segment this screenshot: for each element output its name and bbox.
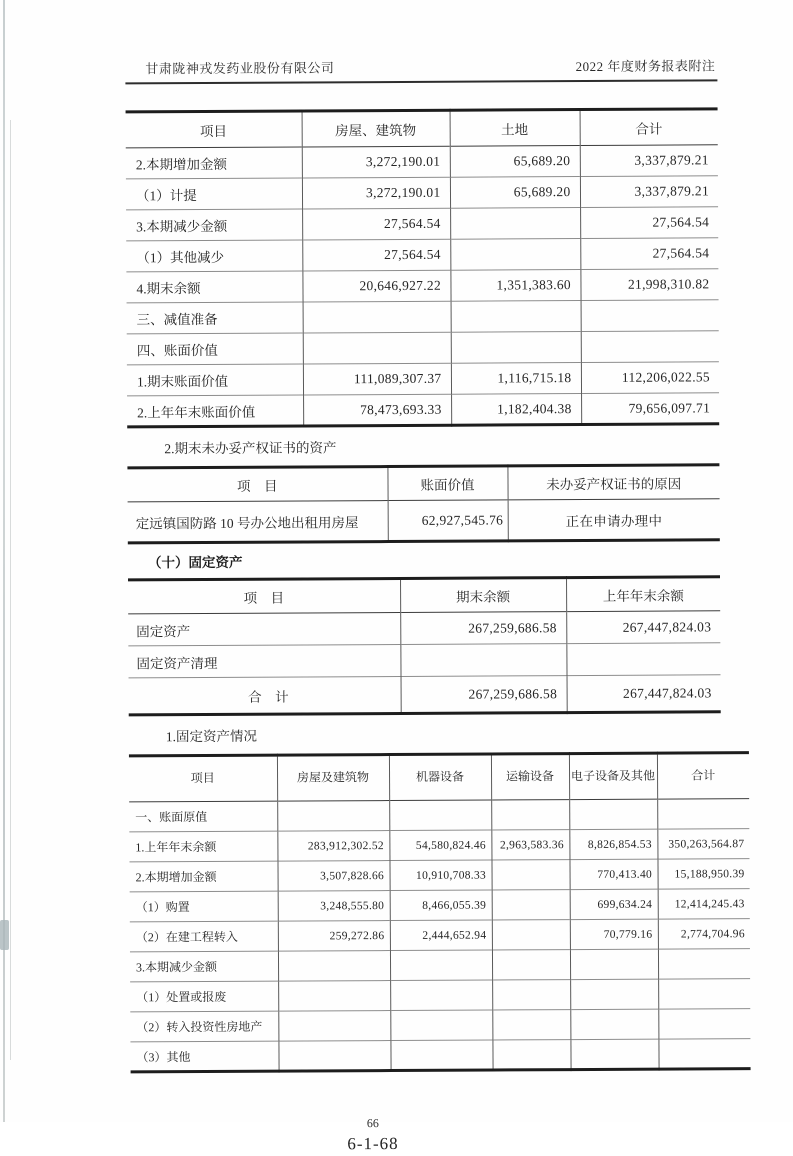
row-label-cell: 2.本期增加金额 [129,861,277,892]
value-cell: 21,998,310.82 [627,276,710,292]
row-label-cell: 3.本期减少金额 [126,209,302,241]
value-cell [570,979,658,1009]
value-cell [491,860,569,890]
table-row [130,1009,750,1042]
table-row [126,269,718,303]
value-cell: 111,089,307.37 [303,363,451,395]
value-cell: 267,259,686.58 [400,612,566,645]
value-cell: 27,564.54 [302,208,450,240]
row-label-cell: 2.本期增加金额 [126,147,302,179]
column-header: 电子设备及其他 [569,753,657,799]
row-label-cell: 三、减值准备 [127,302,303,334]
value-cell [658,979,750,1009]
row-label-cell: （1）计提 [126,178,302,210]
value-cell: 20,646,927.22 [302,270,450,302]
value-cell: 65,689.20 [450,177,580,209]
value-cell: 54,580,824.46 [389,830,491,861]
value-cell [303,301,451,333]
unregistered-property-table [127,463,719,544]
row-label-cell: （1）购置 [130,891,278,922]
value-cell: 79,656,097.71 [628,399,711,416]
row-label-cell: 一、账面原值 [129,801,277,832]
column-header: 项目 [129,755,277,802]
column-header: 合计 [635,121,663,137]
value-cell: 2,963,583.36 [491,830,569,860]
value-cell: 3,248,555.80 [278,891,390,922]
value-cell: 267,447,824.03 [622,618,712,635]
document-footer [3,1114,743,1156]
value-cell: 70,779.16 [570,919,658,949]
value-cell: 27,564.54 [302,239,450,271]
table-row [130,1039,750,1072]
value-cell: 699,634.24 [570,889,658,919]
value-cell: 15,188,950.39 [674,867,745,881]
value-cell [390,1040,492,1071]
value-cell [491,800,569,830]
value-cell: 1,182,404.38 [451,394,581,426]
value-cell: 2,774,704.96 [680,927,745,941]
column-header: 项 目 [128,578,400,613]
table-row [126,238,718,272]
table-row [129,799,749,832]
column-header: 土地 [450,110,580,147]
report-title: 2022 年度财务报表附注 [575,58,716,75]
value-cell [492,1010,570,1040]
column-header: 运输设备 [491,754,569,800]
value-cell [492,890,570,920]
value-cell [389,800,491,831]
value-cell [566,643,720,676]
table-row [127,362,719,396]
value-cell: 350,263,564.87 [668,837,745,851]
row-label-cell: （1）其他减少 [126,240,302,272]
value-cell: 10,910,708.33 [389,860,491,891]
column-header: 房屋、建筑物 [302,110,450,147]
table-row [128,611,720,646]
table-row [127,331,719,365]
fixed-assets-detail-table [129,751,751,1073]
value-cell: 3,337,879.21 [634,183,710,199]
table-row [130,889,750,922]
table-header-row [126,109,718,148]
value-cell: 3,272,190.01 [302,177,450,209]
table-row [130,979,750,1012]
value-cell: 259,272.86 [278,921,390,952]
document-code: 6-1-68 [347,1133,399,1154]
value-cell: 62,927,545.76 [388,500,508,542]
row-label-cell: 定远镇国防路 10 号办公地出租用房屋 [128,501,388,543]
row-label-cell: （2）转入投资性房地产 [130,1011,278,1042]
value-cell: 283,912,302.52 [277,831,389,862]
value-cell: 3,272,190.01 [302,146,450,178]
table-header-row [127,465,719,502]
value-cell: 27,564.54 [652,214,710,230]
table-row [126,145,718,179]
intangible-assets-amortization-table [126,107,720,428]
row-label-cell: 固定资产 [128,612,400,645]
value-cell [492,920,570,950]
value-cell [492,1040,570,1070]
column-header: 账面价值 [387,466,507,501]
value-cell [492,980,570,1010]
row-label-cell: （2）在建工程转入 [130,921,278,952]
row-label-cell: 1.期末账面价值 [127,364,303,396]
note-title-fixed-assets-detail: 1.固定资产情况 [165,728,257,745]
value-cell [278,1041,390,1072]
row-label-cell: （3）其他 [130,1041,278,1072]
company-name: 甘肃陇神戎发药业股份有限公司 [145,60,335,77]
column-header: 上年年末余额 [602,588,684,604]
table-row [130,949,750,982]
value-cell: 正在申请办理中 [565,513,663,529]
table-header-row [129,753,749,802]
value-cell [581,300,719,332]
row-label-cell: 3.本期减少金额 [130,951,278,982]
table-row [129,829,749,862]
table-row [128,499,720,543]
value-cell: 78,473,693.33 [303,394,451,426]
value-cell [658,1009,750,1039]
column-header: 机器设备 [389,754,491,801]
value-cell [278,951,390,982]
value-cell [658,1039,750,1069]
value-cell [400,644,566,677]
table-row [127,393,719,427]
row-label-cell: 四、账面价值 [127,333,303,365]
value-cell: 112,206,022.55 [621,369,710,385]
page-number: 66 [366,1116,379,1131]
table-header-row [128,577,720,614]
value-cell [390,980,492,1011]
row-label-cell: 2.上年年末账面价值 [127,395,303,427]
row-label-cell: 1.上年年末余额 [129,831,277,862]
value-cell [570,1039,658,1069]
document-header [125,55,717,84]
note-title-unregistered-assets: 2.期末未办妥产权证书的资产 [164,440,337,457]
value-cell: 3,337,879.21 [634,152,709,168]
section-title-fixed-assets: （十）固定资产 [147,554,243,571]
value-cell [450,239,580,271]
table-row [127,300,719,334]
value-cell [303,332,451,364]
value-cell [657,799,749,829]
value-cell [278,981,390,1012]
table-row [128,643,720,678]
value-cell [569,799,657,829]
column-header: 合计 [691,768,716,783]
value-cell: 12,414,245.43 [674,897,745,911]
table-row [129,675,721,715]
column-header: 房屋及建筑物 [277,755,389,802]
table-row [126,207,718,241]
value-cell [658,949,750,979]
value-cell [278,1011,390,1042]
table-row [126,176,718,210]
value-cell [492,950,570,980]
value-cell [277,801,389,832]
table-row [129,859,749,892]
row-label-cell: 固定资产清理 [128,644,400,677]
value-cell: 2,444,652.94 [390,920,492,951]
value-cell: 267,259,686.58 [401,676,567,714]
value-cell [581,331,719,363]
value-cell: 3,507,828.66 [277,861,389,892]
value-cell [570,949,658,979]
fixed-assets-summary-table [128,575,721,716]
column-header: 期末余额 [400,578,566,613]
value-cell: 8,466,055.39 [390,890,492,921]
table-row [130,919,750,952]
column-header: 项目 [126,111,302,148]
row-label-cell: 合 计 [129,676,401,714]
value-cell: 8,826,854.53 [569,829,657,859]
column-header: 项 目 [127,467,387,502]
value-cell [450,208,580,240]
value-cell: 1,116,715.18 [451,363,581,395]
value-cell [390,950,492,981]
value-cell [451,301,581,333]
value-cell: 27,564.54 [652,245,710,261]
value-cell [390,1010,492,1041]
value-cell: 770,413.40 [569,859,657,889]
row-label-cell: 4.期末余额 [126,271,302,303]
value-cell [570,1009,658,1039]
value-cell: 267,447,824.03 [622,684,712,701]
value-cell: 65,689.20 [450,146,580,178]
column-header: 未办妥产权证书的原因 [546,476,682,493]
value-cell [451,332,581,364]
row-label-cell: （1）处置或报废 [130,981,278,1012]
value-cell: 1,351,383.60 [450,270,580,302]
